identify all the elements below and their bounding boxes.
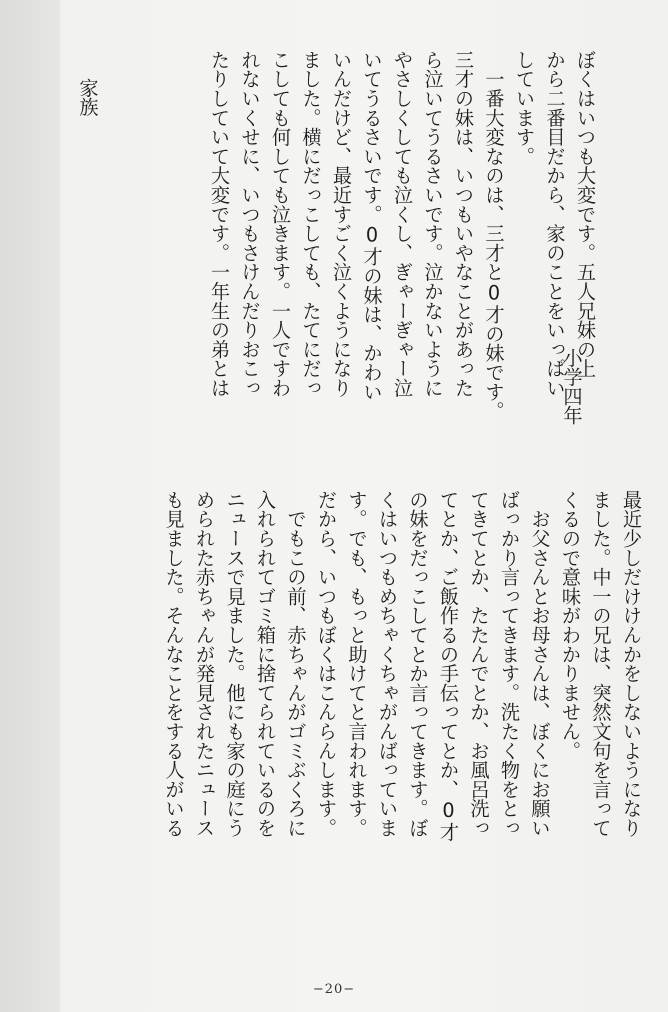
author-grade: 小学四年	[560, 348, 584, 425]
upper-text-line: から二番目だから、家のことをいっぱい	[543, 50, 567, 398]
lower-text-line: も見ました。そんなことをする人がいる	[162, 490, 186, 838]
upper-text-line: たりしていて大変です。一年生の弟とは	[208, 50, 231, 398]
upper-text-line: いてうるさいです。0才の妹は、かわい	[360, 50, 384, 402]
lower-text-line: だから、いつもぼくはこんらんします。	[315, 490, 338, 838]
lower-text-line: ました。中一の兄は、突然文句を言って	[589, 490, 613, 838]
lower-text-line: お父さんとお母さんは、ぼくにお願い	[528, 490, 552, 838]
upper-text-line: ました。横にだっこしても、たてにだっ	[299, 50, 323, 398]
lower-text-line: ばっかり言ってきます。洗たく物をとっ	[498, 490, 521, 838]
upper-text-line: ら泣いてうるさいです。泣かないように	[421, 50, 445, 398]
page-number: −20−	[312, 982, 356, 997]
lower-text-line: ニュースで見ました。他にも家の庭にう	[223, 490, 247, 838]
lower-text-line: てきてとか、たたんでとか、お風呂洗っ	[467, 490, 491, 838]
upper-text-line: れないくせに、いつもさけんだりおこっ	[238, 50, 262, 398]
lower-text-line: す。でも、もっと助けてと言われます。	[345, 490, 369, 838]
lower-text-line: 最近少しだけけんかをしないようになり	[620, 490, 643, 838]
lower-text-line: てとか、ご飯作るの手伝ってとか、0才	[437, 490, 460, 842]
lower-text-line: でもこの前、赤ちゃんがゴミぶくろに	[284, 490, 308, 838]
lower-text-line: くはいつもめちゃくちゃがんばっていま	[376, 490, 399, 838]
upper-text-line: いんだけど、最近すごく泣くようになり	[330, 50, 353, 398]
lower-text-line: 入れられてゴミ箱に捨てられているのを	[254, 490, 277, 838]
upper-text-block	[204, 50, 601, 470]
lower-text-block	[158, 490, 646, 960]
upper-text-line: 一番大変なのは、三才と0才の妹です。	[482, 50, 506, 421]
upper-text-line: しています。	[513, 50, 536, 166]
lower-text-line: められた赤ちゃんが発見されたニュース	[193, 490, 216, 838]
lower-text-line: くるので意味がわかりません。	[559, 490, 582, 761]
upper-text-line: 三才の妹は、いつもいやなことがあった	[452, 50, 475, 398]
essay-title: 家族	[76, 78, 100, 117]
upper-text-line: ぼくはいつも大変です。五人兄妹の上	[574, 50, 597, 379]
lower-text-line: の妹をだっこしてとか言ってきます。ぼ	[406, 490, 430, 838]
page-edge-shadow	[0, 0, 60, 1012]
upper-text-line: やさしくしても泣くし、ぎゃーぎゃー泣	[391, 50, 414, 398]
upper-text-line: こしても何しても泣きます。一人ですわ	[269, 50, 292, 398]
